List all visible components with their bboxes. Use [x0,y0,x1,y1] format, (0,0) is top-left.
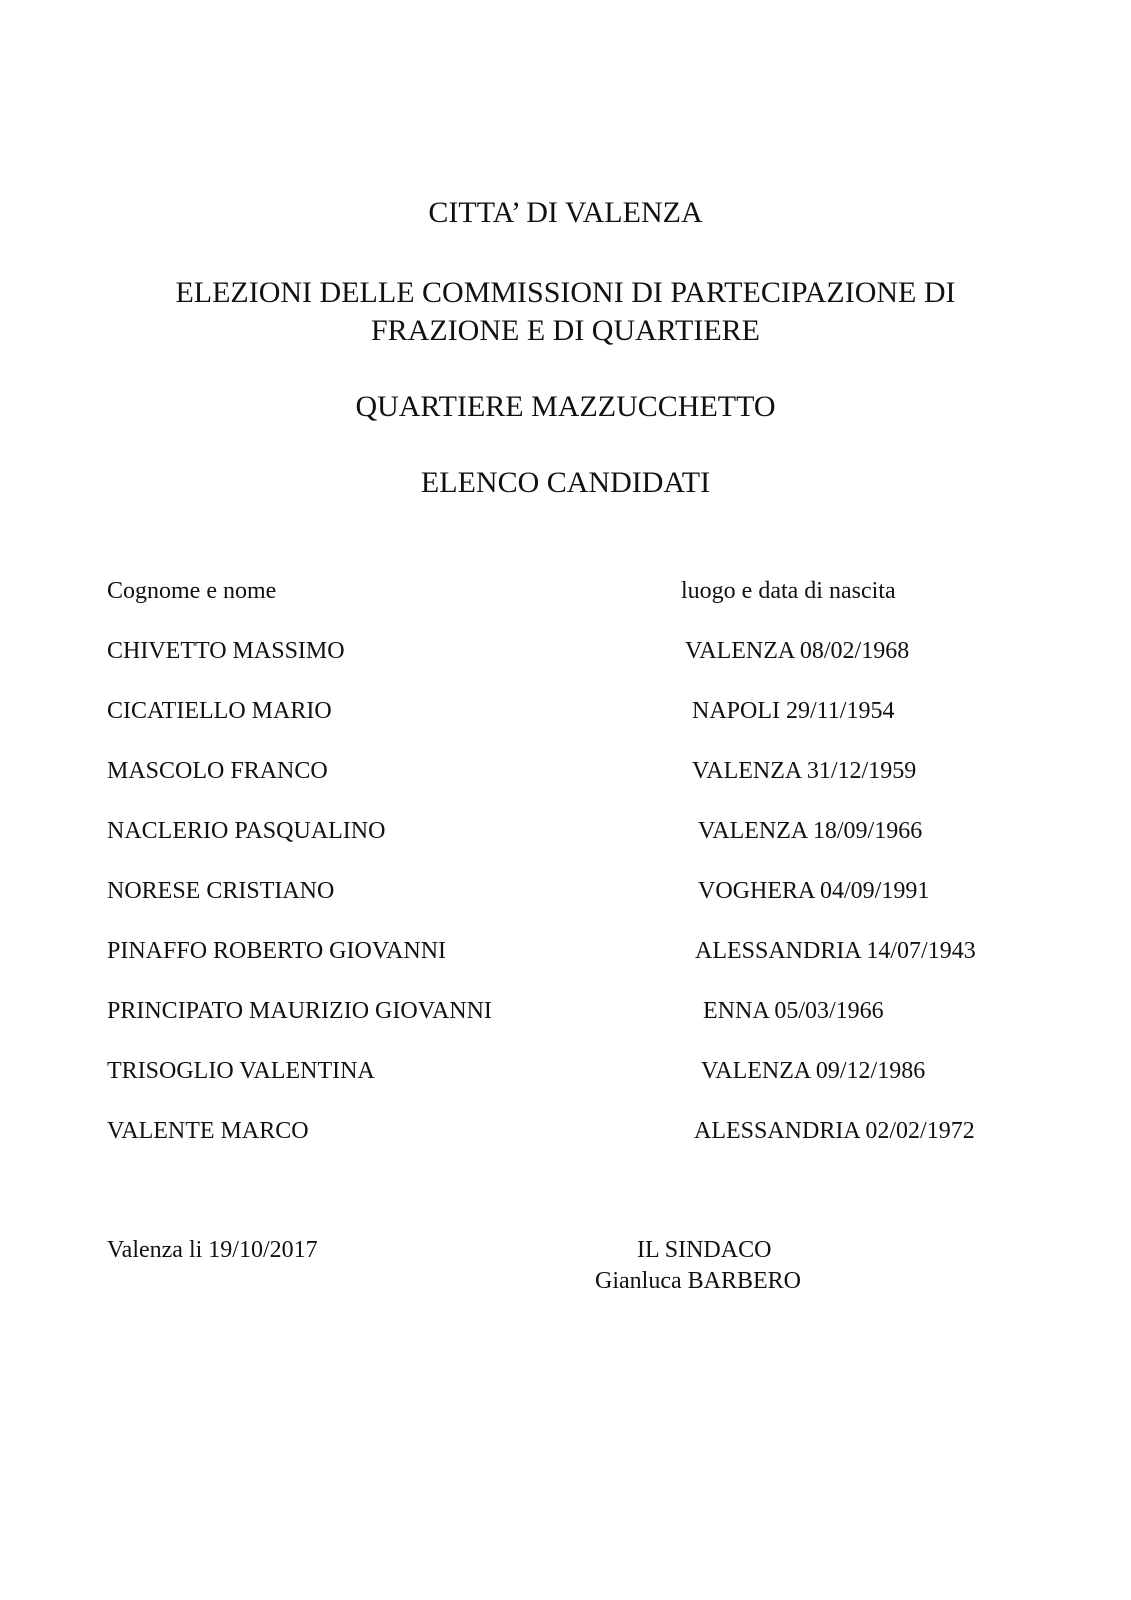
place-date: Valenza li 19/10/2017 [107,1237,318,1263]
list-title: ELENCO CANDIDATI [420,466,711,499]
candidate-birth: VOGHERA 04/09/1991 [698,878,930,904]
table-row [0,878,1131,908]
candidate-name: CHIVETTO MASSIMO [107,638,345,664]
candidate-birth: ALESSANDRIA 14/07/1943 [695,938,976,964]
candidate-birth: VALENZA 09/12/1986 [701,1058,926,1084]
table-row [0,638,1131,668]
signatory-role: IL SINDACO [637,1237,772,1263]
candidate-name: NORESE CRISTIANO [107,878,335,904]
table-row [0,818,1131,848]
table-row [0,1118,1131,1148]
candidate-name: MASCOLO FRANCO [107,758,328,784]
table-row [0,758,1131,788]
election-title [0,274,1131,350]
candidate-birth: ALESSANDRIA 02/02/1972 [694,1118,975,1144]
candidate-name: PRINCIPATO MAURIZIO GIOVANNI [107,998,492,1024]
election-title-line-1: ELEZIONI DELLE COMMISSIONI DI PARTECIPAZIONE DI [175,276,956,309]
candidate-name: PINAFFO ROBERTO GIOVANNI [107,938,447,964]
district-title: QUARTIERE MAZZUCCHETTO [355,390,776,423]
candidate-name: VALENTE MARCO [107,1118,309,1144]
candidate-birth: VALENZA 31/12/1959 [692,758,917,784]
candidate-name: CICATIELLO MARIO [107,698,332,724]
column-header-name: Cognome e nome [107,578,277,604]
candidate-birth: VALENZA 18/09/1966 [698,818,923,844]
table-row [0,998,1131,1028]
signatory-name: Gianluca BARBERO [595,1268,801,1294]
candidate-birth: ENNA 05/03/1966 [703,998,884,1024]
table-row [0,1058,1131,1088]
candidate-name: NACLERIO PASQUALINO [107,818,386,844]
candidate-birth: NAPOLI 29/11/1954 [692,698,895,724]
table-header [0,578,1131,608]
table-row [0,698,1131,728]
table-row [0,938,1131,968]
column-header-birth: luogo e data di nascita [681,578,896,604]
candidate-name: TRISOGLIO VALENTINA [107,1058,375,1084]
election-title-line-2: FRAZIONE E DI QUARTIERE [371,314,760,347]
city-title: CITTA’ DI VALENZA [428,196,703,229]
candidate-birth: VALENZA 08/02/1968 [685,638,910,664]
